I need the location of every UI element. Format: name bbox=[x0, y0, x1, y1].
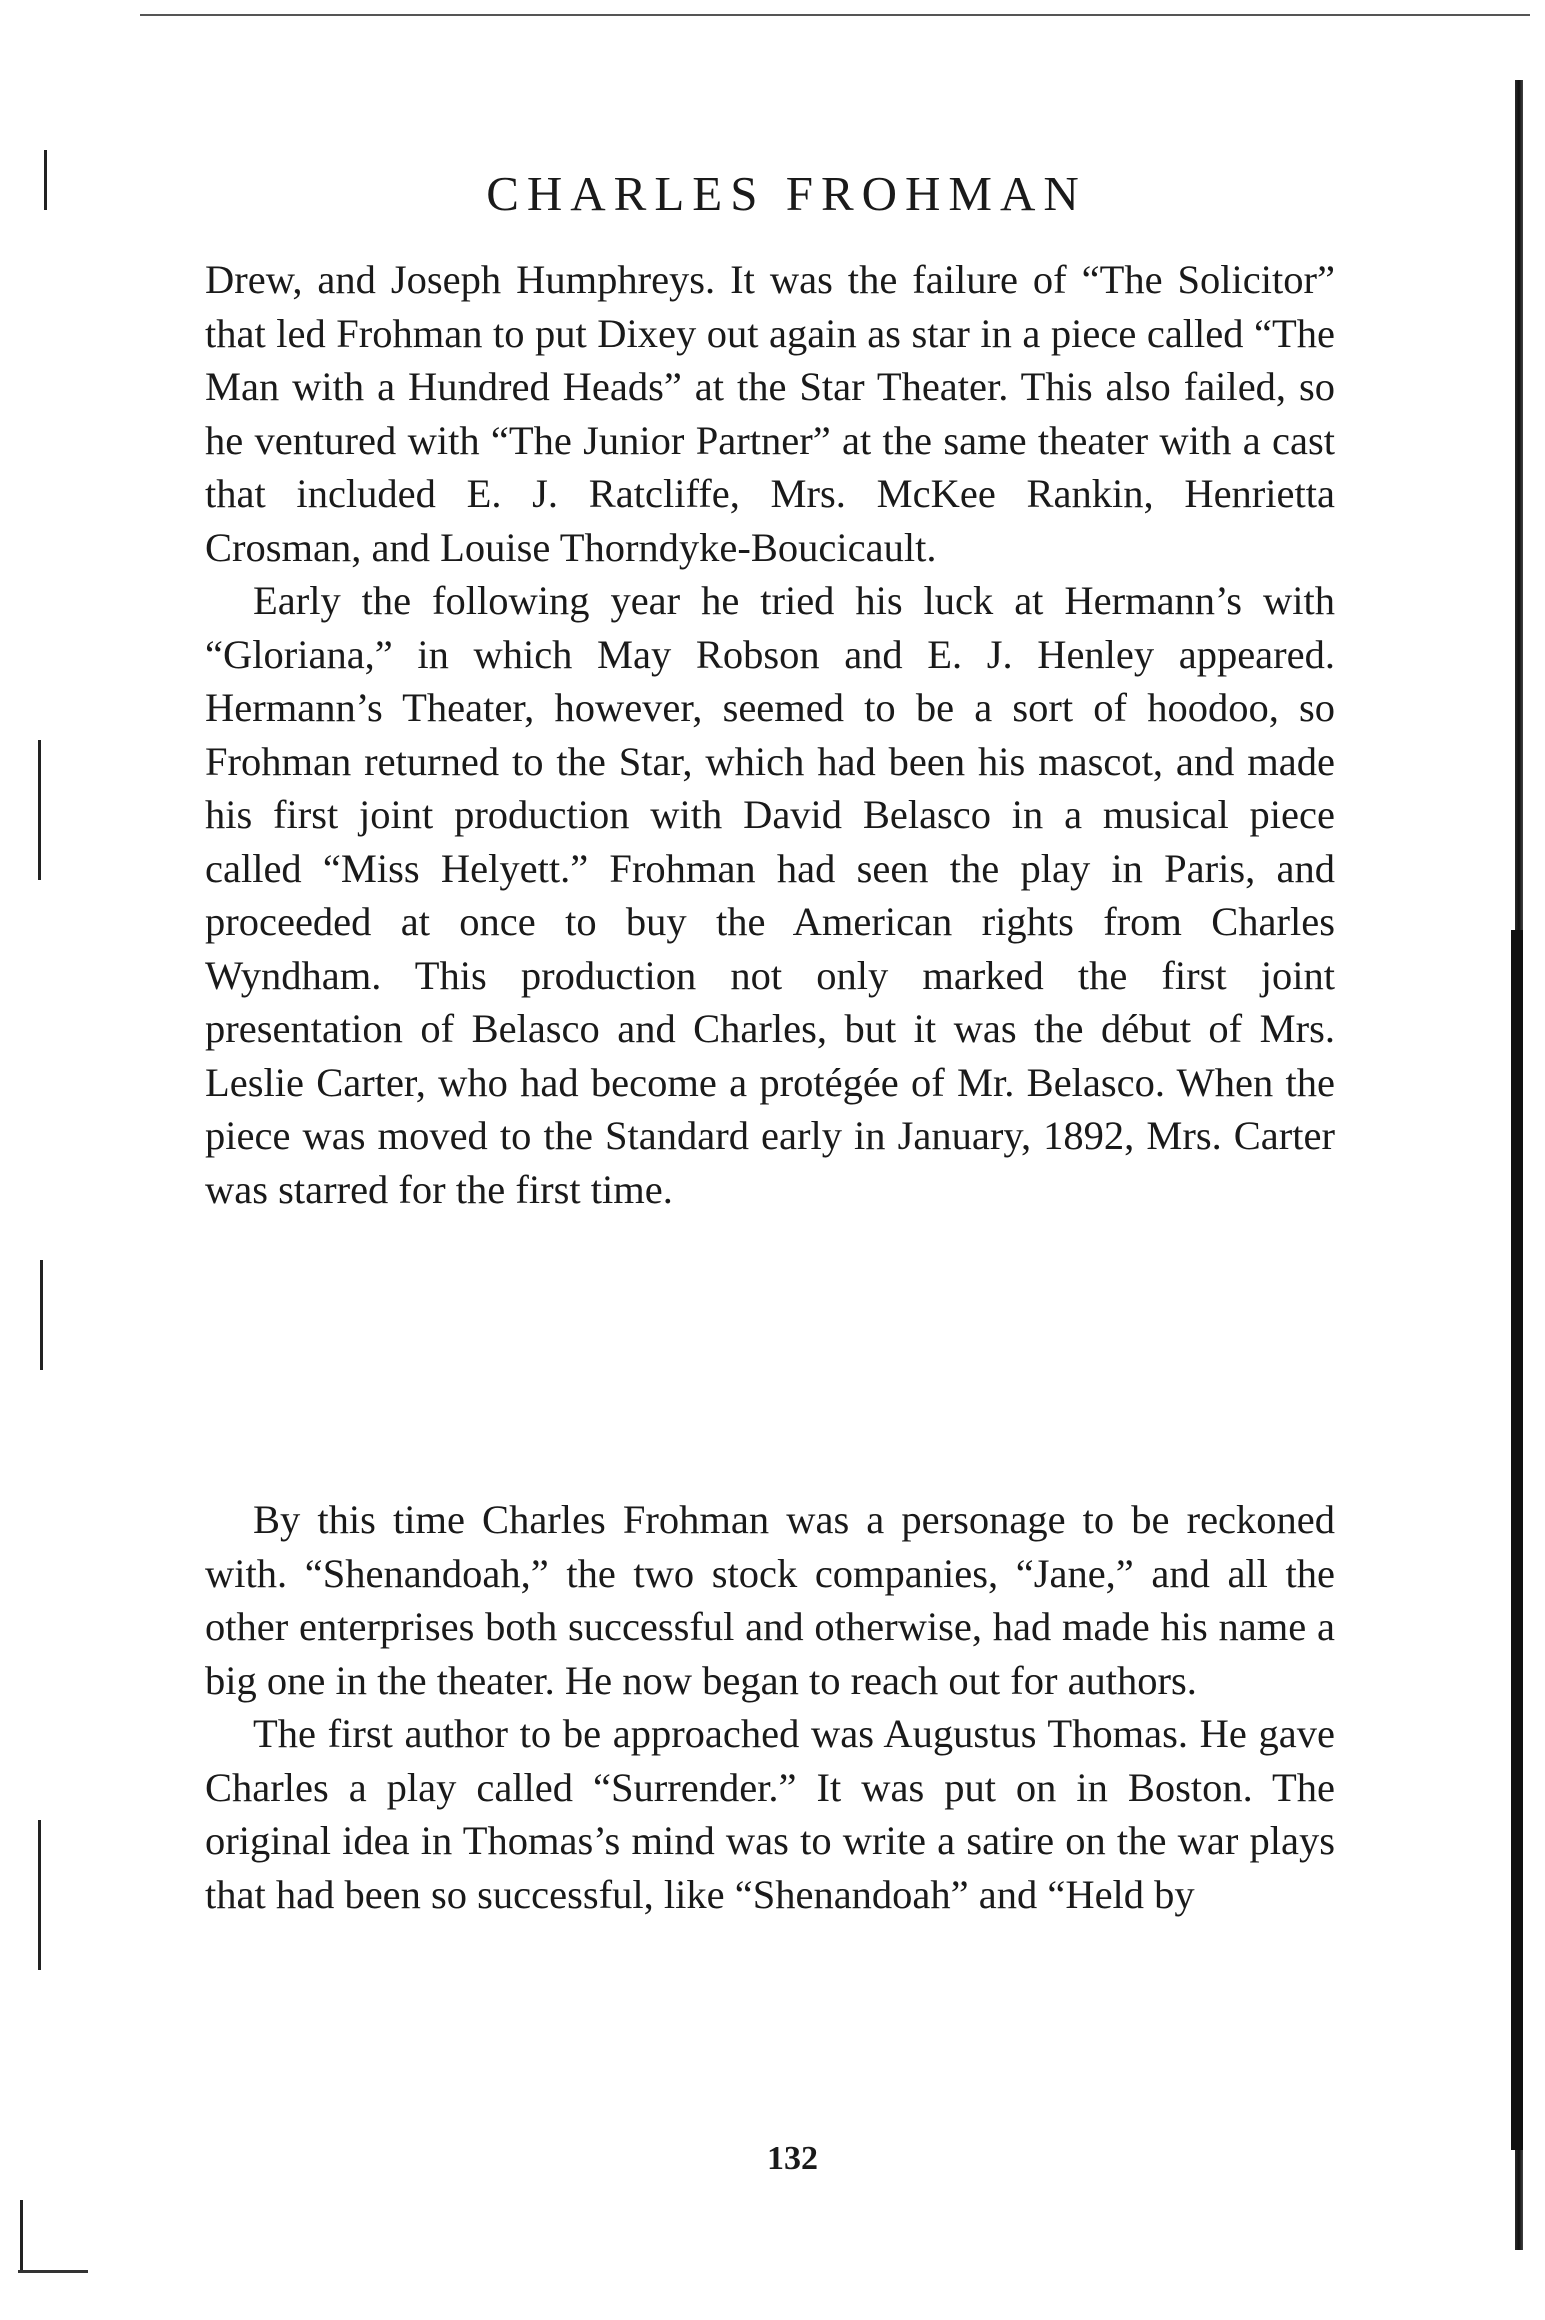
scan-left-mark bbox=[38, 1820, 41, 1970]
text-block-lower bbox=[205, 1493, 1335, 1921]
scan-left-mark bbox=[40, 1260, 43, 1370]
text-block-upper bbox=[205, 253, 1335, 1216]
scan-bottom-mark bbox=[18, 2270, 88, 2273]
scan-top-line bbox=[140, 14, 1530, 16]
paragraph: By this time Charles Frohman was a personage to be reckoned with. “Shenandoah,” the two stock companies, “Jane,” and all the other enterprises both successful and otherwise, had made his name a big one in the theater. He now began to reach out for authors. bbox=[205, 1497, 1335, 1703]
paragraph: Drew, and Joseph Humphreys. It was the failure of “The Solicitor” that led Frohman to put Dixey out again as star in a piece called “The Man with a Hundred Heads” at the Star Theater. This also failed, so he ventured with “The Junior Partner” at the same theater with a cast that included E. J. Ratcliffe, Mrs. McKee Rankin, Henrietta Crosman, and Louise Thorndyke-Boucicault. bbox=[205, 257, 1335, 570]
scan-left-mark bbox=[20, 2200, 23, 2270]
scan-left-mark bbox=[38, 740, 41, 880]
scan-right-edge-shadow bbox=[1511, 930, 1523, 2150]
paragraph: The first author to be approached was Augustus Thomas. He gave Charles a play called “Surrender.” It was put on in Boston. The original idea in Thomas’s mind was to write a satire on the war plays that had been so successful, like “Shenandoah” and “Held by bbox=[205, 1711, 1335, 1917]
paragraph: Early the following year he tried his luck at Hermann’s with “Gloriana,” in which May Robson and E. J. Henley appeared. Hermann’s Theater, however, seemed to be a sort of hoodoo, so Frohman returned to the Star, which had been his mascot, and made his first joint production with David Belasco in a musical piece called “Miss Helyett.” Frohman had seen the play in Paris, and proceeded at once to buy the American rights from Charles Wyndham. This production not only marked the first joint presentation of Belasco and Charles, but it was the début of Mrs. Leslie Carter, who had become a protégée of Mr. Belasco. When the piece was moved to the Standard early in January, 1892, Mrs. Carter was starred for the first time. bbox=[205, 578, 1335, 1212]
running-head: CHARLES FROHMAN bbox=[486, 166, 1087, 221]
page-number: 132 bbox=[767, 2140, 818, 2177]
